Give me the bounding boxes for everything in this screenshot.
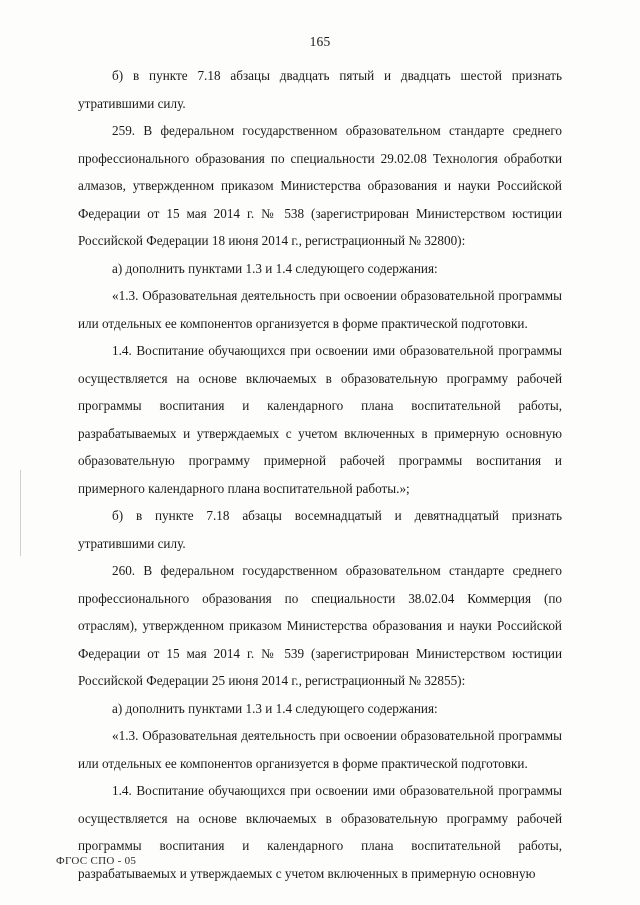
paragraph: «1.3. Образовательная деятельность при освоении образовательной программы или отдельных ее компонентов организуется в форме практической подготовки. bbox=[78, 728, 562, 771]
paragraph: 1.4. Воспитание обучающихся при освоении ими образовательной программы осуществляется на основе включаемых в образовательную программу рабочей программы воспитания и календарного плана воспитательной работы, разрабатываемых и утверждаемых с учетом включенных в примерную основную bbox=[78, 783, 562, 881]
page-edge-mark bbox=[20, 470, 21, 556]
paragraph: а) дополнить пунктами 1.3 и 1.4 следующего содержания: bbox=[112, 260, 438, 276]
footer-label: ФГОС СПО - 05 bbox=[56, 855, 137, 867]
paragraph: а) дополнить пунктами 1.3 и 1.4 следующего содержания: bbox=[112, 700, 438, 716]
paragraph: 259. В федеральном государственном образовательном стандарте среднего профессионального образования по специальности 29.02.08 Технология обработки алмазов, утвержденном приказом Министерства образования и науки Российской Федерации от 15 мая 2014 г. № 538 (зарегистрирован Министерством юстиции Российской Федерации 18 июня 2014 г., регистрационный № 32800): bbox=[78, 123, 562, 248]
document-body bbox=[78, 62, 562, 887]
page-number: 165 bbox=[309, 34, 331, 49]
paragraph: «1.3. Образовательная деятельность при освоении образовательной программы или отдельных ее компонентов организуется в форме практической подготовки. bbox=[78, 288, 562, 331]
paragraph: б) в пункте 7.18 абзацы двадцать пятый и двадцать шестой признать утратившими силу. bbox=[78, 68, 562, 111]
paragraph: б) в пункте 7.18 абзацы восемнадцатый и девятнадцатый признать утратившими силу. bbox=[78, 508, 562, 551]
paragraph: 1.4. Воспитание обучающихся при освоении ими образовательной программы осуществляется на основе включаемых в образовательную программу рабочей программы воспитания и календарного плана воспитательной работы, разрабатываемых и утверждаемых с учетом включенных в примерную основную образовательную программу примерной рабочей программы воспитания и примерного календарного плана воспитательной работы.»; bbox=[78, 343, 562, 496]
paragraph: 260. В федеральном государственном образовательном стандарте среднего профессионального образования по специальности 38.02.04 Коммерция (по отраслям), утвержденном приказом Министерства образования и науки Российской Федерации от 15 мая 2014 г. № 539 (зарегистрирован Министерством юстиции Российской Федерации 25 июня 2014 г., регистрационный № 32855): bbox=[78, 563, 562, 688]
